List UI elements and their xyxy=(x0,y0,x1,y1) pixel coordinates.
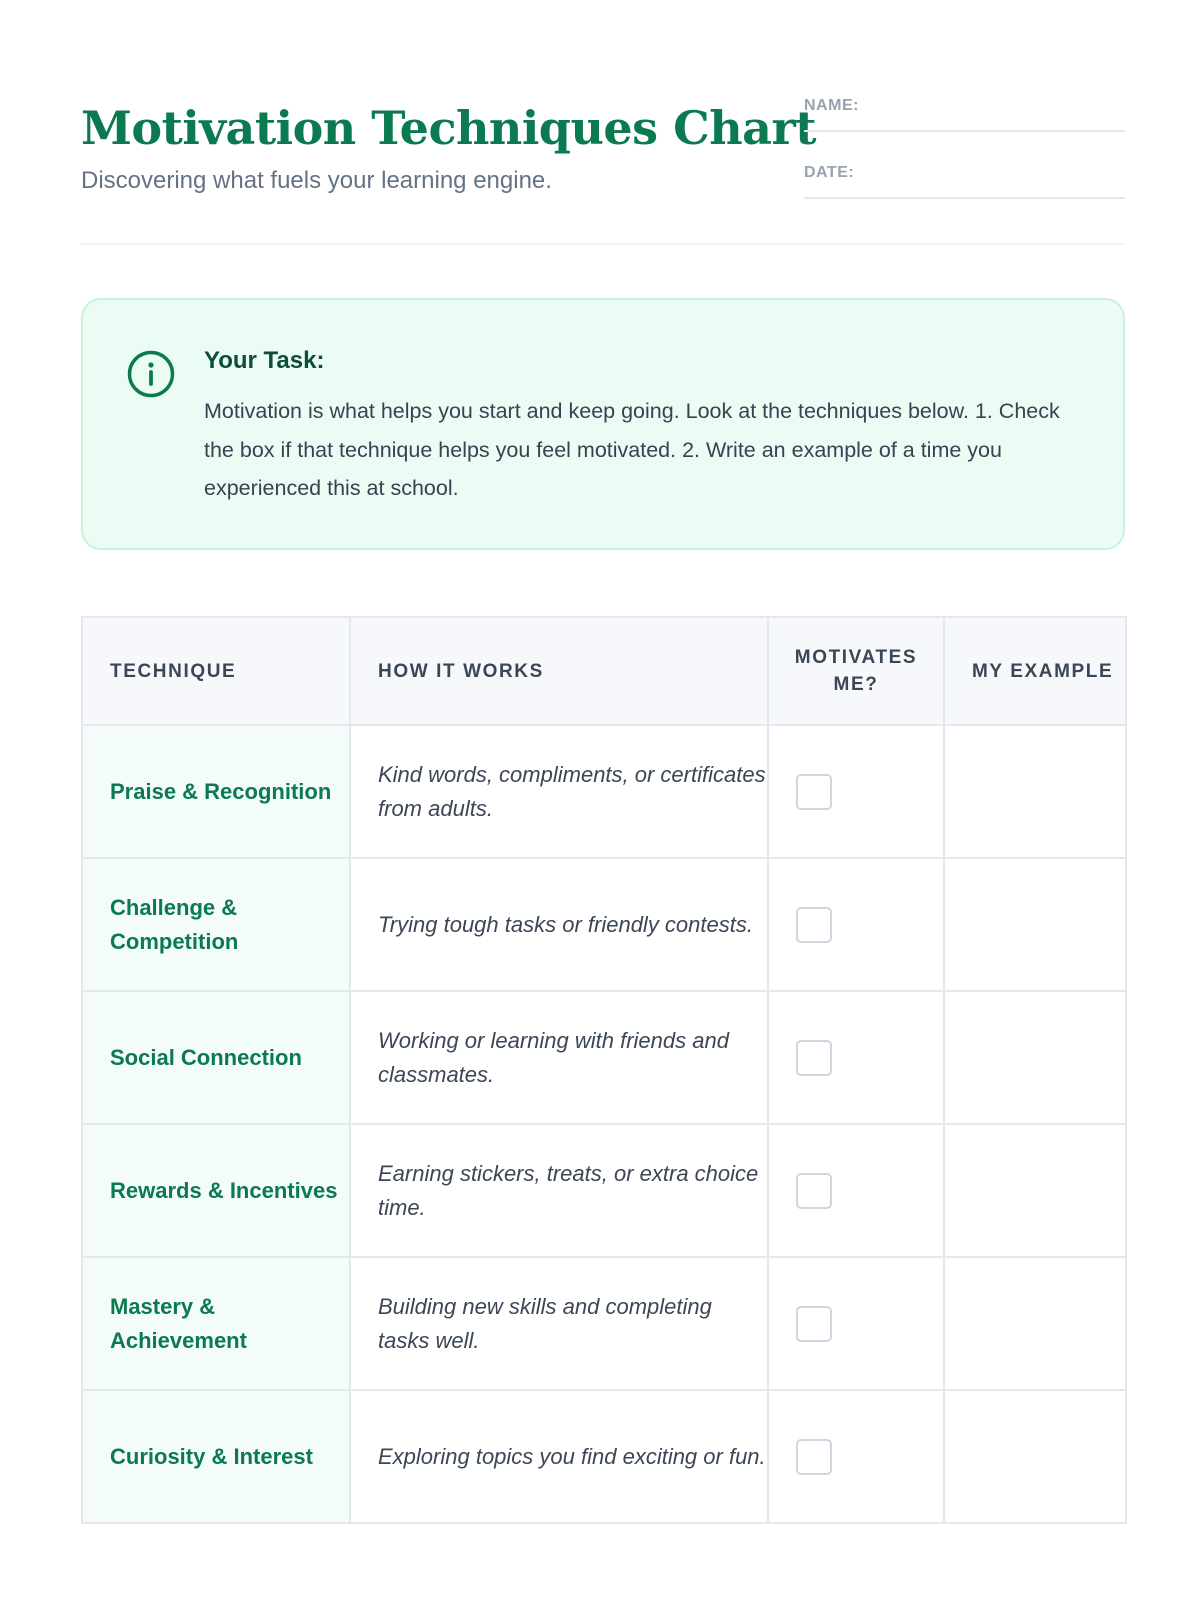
technique-description: Working or learning with friends and classmates. xyxy=(350,991,768,1124)
task-instructions: Motivation is what helps you start and keep going. Look at the techniques below. 1. Check the box if that technique helps you feel motivated. 2. Write an example of a time you experienced this at school. xyxy=(204,399,1060,500)
motivates-cell xyxy=(768,1257,944,1390)
technique-name: Mastery & Achievement xyxy=(82,1257,350,1390)
name-field[interactable] xyxy=(804,97,1125,132)
technique-name: Curiosity & Interest xyxy=(82,1390,350,1523)
table-row xyxy=(82,1257,1126,1390)
motivates-checkbox[interactable] xyxy=(796,1306,832,1342)
motivates-cell xyxy=(768,991,944,1124)
technique-description: Earning stickers, treats, or extra choice time. xyxy=(350,1124,768,1257)
page-subtitle: Discovering what fuels your learning engine. xyxy=(81,167,552,194)
technique-name: Social Connection xyxy=(82,991,350,1124)
motivates-checkbox[interactable] xyxy=(796,1173,832,1209)
task-callout xyxy=(81,298,1125,550)
technique-name: Praise & Recognition xyxy=(82,725,350,858)
table-row xyxy=(82,1390,1126,1523)
table-header-row xyxy=(82,617,1126,725)
motivates-cell xyxy=(768,725,944,858)
example-cell[interactable] xyxy=(944,1257,1126,1390)
header-my-example: MY EXAMPLE xyxy=(944,617,1126,725)
header-motivates-me: MOTIVATES ME? xyxy=(768,617,944,725)
technique-name: Challenge & Competition xyxy=(82,858,350,991)
technique-description: Kind words, compliments, or certificates from adults. xyxy=(350,725,768,858)
motivates-checkbox[interactable] xyxy=(796,774,832,810)
example-cell[interactable] xyxy=(944,991,1126,1124)
table-row xyxy=(82,858,1126,991)
table-row xyxy=(82,1124,1126,1257)
example-cell[interactable] xyxy=(944,858,1126,991)
table-row xyxy=(82,725,1126,858)
technique-description: Exploring topics you find exciting or fun. xyxy=(350,1390,768,1523)
page-title: Motivation Techniques Chart xyxy=(81,101,816,155)
motivates-cell xyxy=(768,858,944,991)
header xyxy=(81,0,1125,245)
header-how-it-works: HOW IT WORKS xyxy=(350,617,768,725)
example-cell[interactable] xyxy=(944,725,1126,858)
date-field[interactable] xyxy=(804,164,1125,199)
motivates-cell xyxy=(768,1390,944,1523)
technique-description: Building new skills and completing tasks well. xyxy=(350,1257,768,1390)
example-cell[interactable] xyxy=(944,1390,1126,1523)
motivates-cell xyxy=(768,1124,944,1257)
date-label: DATE: xyxy=(804,164,855,181)
motivates-checkbox[interactable] xyxy=(796,907,832,943)
task-title: Your Task: xyxy=(204,347,325,374)
table-row xyxy=(82,991,1126,1124)
header-technique: TECHNIQUE xyxy=(82,617,350,725)
info-circle-icon xyxy=(126,349,176,399)
technique-name: Rewards & Incentives xyxy=(82,1124,350,1257)
motivates-checkbox[interactable] xyxy=(796,1439,832,1475)
name-label: NAME: xyxy=(804,97,859,114)
motivates-checkbox[interactable] xyxy=(796,1040,832,1076)
technique-description: Trying tough tasks or friendly contests. xyxy=(350,858,768,991)
example-cell[interactable] xyxy=(944,1124,1126,1257)
techniques-table xyxy=(81,616,1127,1524)
